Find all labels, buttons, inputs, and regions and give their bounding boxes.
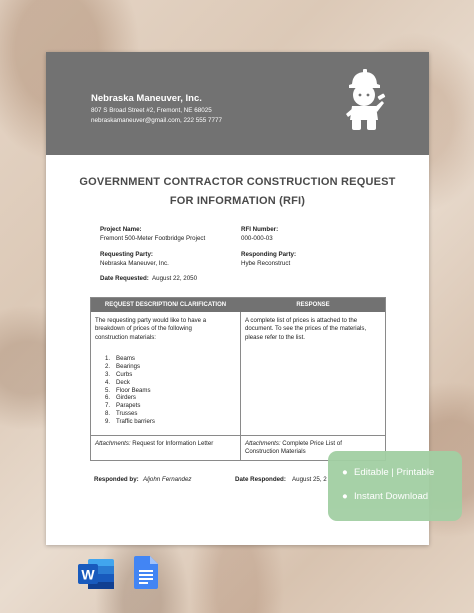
responding-party-label: Responding Party: xyxy=(241,251,297,258)
column-divider xyxy=(240,312,241,460)
response-attachments xyxy=(245,440,342,457)
requesting-party-label: Requesting Party: xyxy=(100,251,153,258)
title-line-1: GOVERNMENT CONTRACTOR CONSTRUCTION REQUEST xyxy=(79,176,396,188)
document-header xyxy=(46,52,429,155)
bullet-icon: ● xyxy=(342,491,348,502)
google-docs-icon[interactable] xyxy=(134,556,158,589)
company-contact: nebraskamaneuver@gmail.com, 222 555 7777 xyxy=(91,117,223,124)
project-name-value: Fremont 500-Meter Footbridge Project xyxy=(100,235,206,242)
attachments-label: Attachments: xyxy=(245,440,281,447)
request-description-text xyxy=(95,317,206,342)
date-requested-label: Date Requested: xyxy=(100,275,149,282)
response-line: please refer to the list. xyxy=(245,333,305,341)
request-attachments xyxy=(95,440,213,448)
row-divider xyxy=(91,435,385,436)
list-item: 9. Traffic barriers xyxy=(105,418,155,426)
table-header-row xyxy=(91,298,385,312)
construction-worker-icon xyxy=(340,68,386,134)
material-name: Curbs xyxy=(116,370,133,378)
project-name-label: Project Name: xyxy=(100,226,142,233)
response-header: RESPONSE xyxy=(296,302,330,308)
responded-by-label: Responded by: xyxy=(94,476,139,483)
request-line: The requesting party would like to have a xyxy=(95,317,207,324)
material-name: Traffic barriers xyxy=(116,418,155,426)
attachments-label: Attachments: xyxy=(95,440,131,447)
microsoft-word-icon[interactable] xyxy=(77,558,115,590)
rfi-table xyxy=(90,297,386,461)
requesting-party-value: Nebraska Maneuver, Inc. xyxy=(100,260,169,267)
list-item: 8. Trusses xyxy=(105,410,138,418)
request-attachment: Request for Information Letter xyxy=(132,440,214,447)
date-responded-label: Date Responded: xyxy=(235,476,286,483)
badge-item-editable xyxy=(342,467,434,478)
badge-label: Editable | Printable xyxy=(354,467,435,478)
material-name: Deck xyxy=(116,378,130,386)
responded-by-value: Aljohn Fernandez xyxy=(143,476,192,483)
badge-item-download xyxy=(342,491,428,502)
response-attachment: Complete Price List of xyxy=(282,440,342,447)
response-line: A complete list of prices is attached to the xyxy=(245,317,358,324)
badge-label: Instant Download xyxy=(354,491,429,502)
response-text xyxy=(245,317,366,342)
date-requested-value: August 22, 2050 xyxy=(152,275,198,282)
rfi-number-value: 000-000-03 xyxy=(241,235,273,242)
responding-party-value: Hybe Reconstruct xyxy=(241,260,291,267)
response-line: document. To see the prices of the materials, xyxy=(245,325,367,333)
list-item: 6. Girders xyxy=(105,394,136,402)
request-line: breakdown of prices of the following xyxy=(95,325,192,333)
list-item: 3. Curbs xyxy=(105,370,133,378)
material-name: Parapets xyxy=(116,402,141,410)
document-title xyxy=(46,173,429,211)
list-item: 7. Parapets xyxy=(105,402,141,410)
features-badge xyxy=(328,451,462,521)
material-name: Bearings xyxy=(116,362,141,370)
date-responded-value: August 25, 2 xyxy=(292,476,327,483)
list-item: 5. Floor Beams xyxy=(105,386,151,394)
request-description-header: REQUEST DESCRIPTION/ CLARIFICATION xyxy=(104,302,227,308)
response-attachment-continued: Construction Materials xyxy=(245,448,306,456)
rfi-number-label: RFI Number: xyxy=(241,226,279,233)
material-name: Girders xyxy=(116,394,136,402)
request-line: construction materials: xyxy=(95,333,156,341)
material-name: Beams xyxy=(116,355,135,362)
list-item: 4. Deck xyxy=(105,378,130,386)
word-letter: W xyxy=(81,566,95,583)
materials-list xyxy=(105,355,155,426)
list-item: 2. Bearings xyxy=(105,362,141,370)
company-address: 807 S Broad Street #2, Fremont, NE 68025 xyxy=(91,107,212,114)
list-item: 1. Beams xyxy=(105,355,135,362)
material-name: Trusses xyxy=(116,410,138,418)
material-name: Floor Beams xyxy=(116,386,151,394)
title-line-2: FOR INFORMATION (RFI) xyxy=(169,195,306,207)
company-name: Nebraska Maneuver, Inc. xyxy=(91,93,202,104)
bullet-icon: ● xyxy=(342,467,348,478)
